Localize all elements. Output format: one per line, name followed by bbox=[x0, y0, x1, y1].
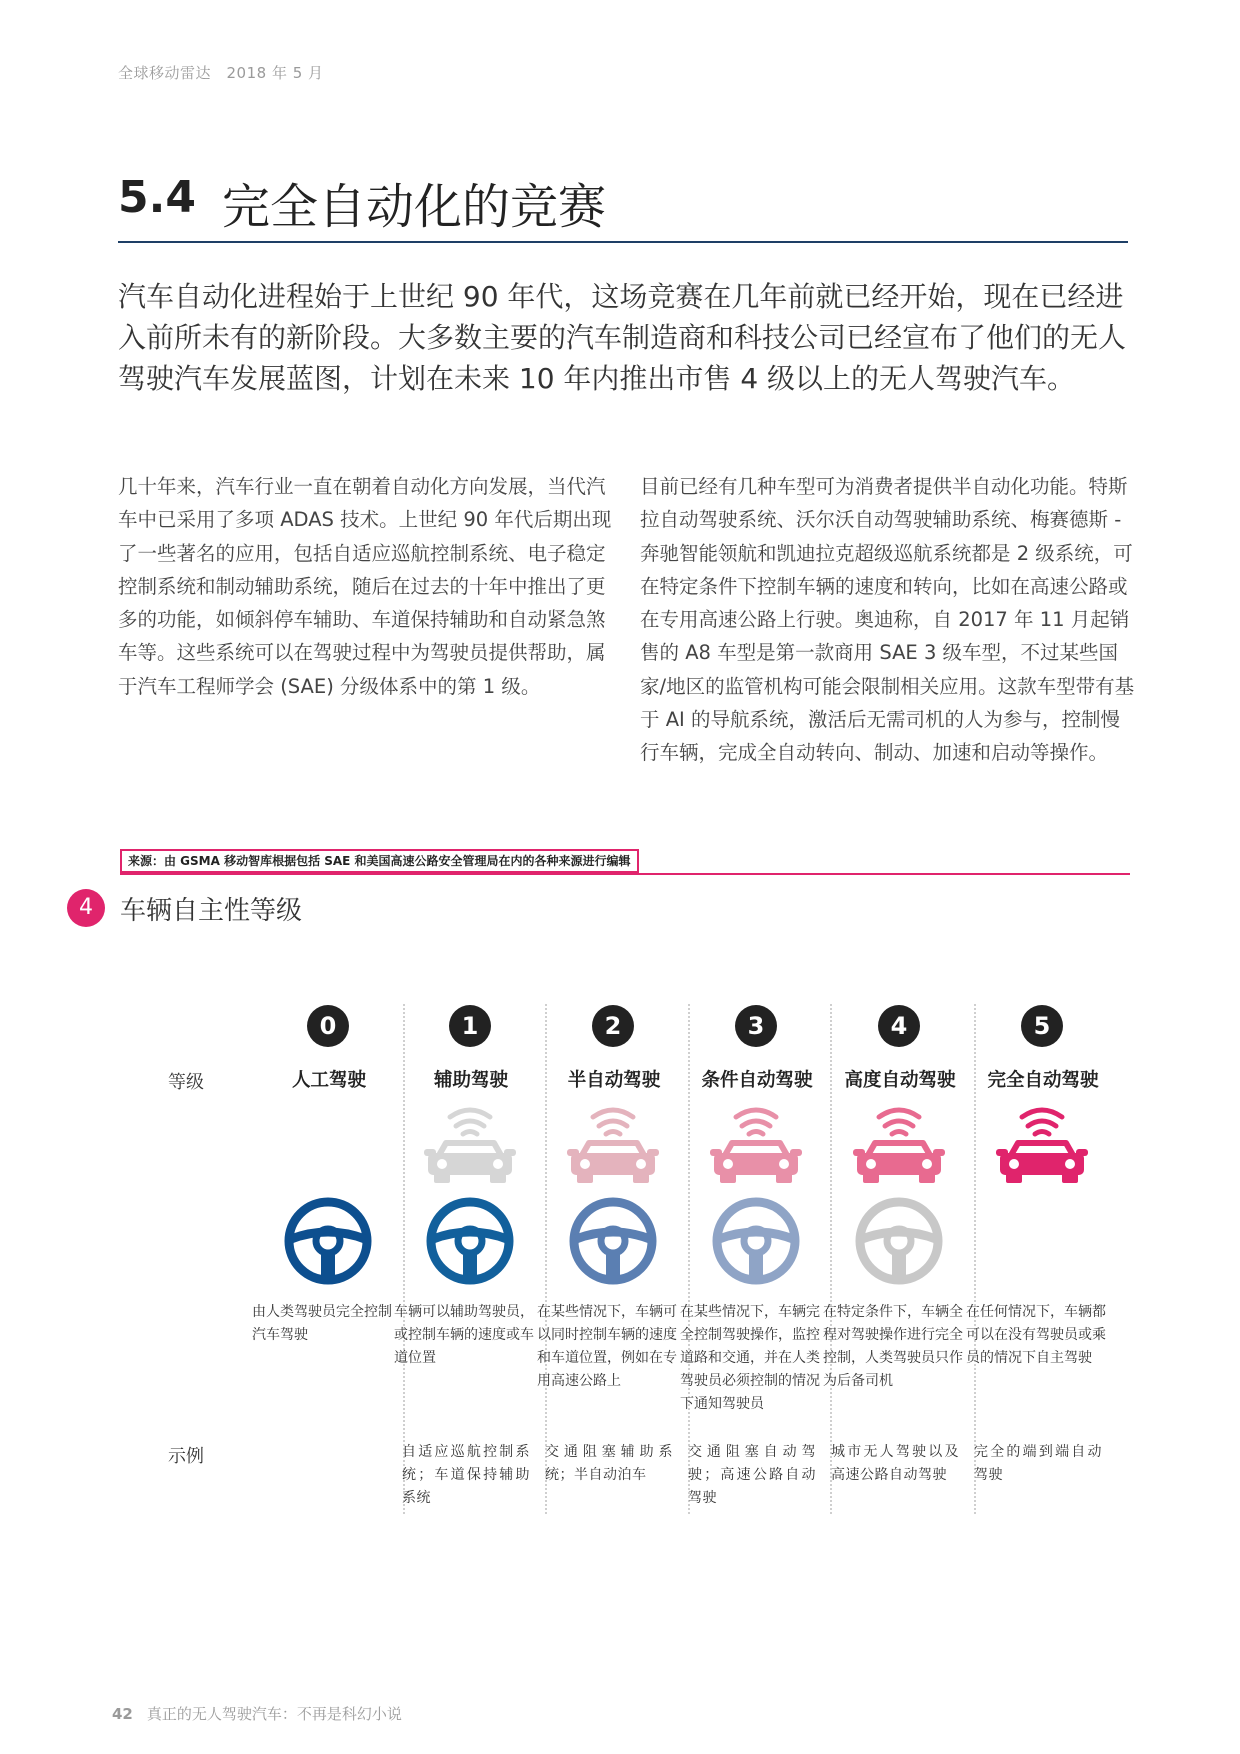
autonomy-level-5 bbox=[966, 1005, 1114, 1525]
steering-wheel-icon bbox=[282, 1195, 374, 1287]
level-description: 在特定条件下，车辆全程对驾驶操作进行完全控制，人类驾驶员只作为后备司机 bbox=[823, 1304, 963, 1389]
body-column-left: 几十年来，汽车行业一直在朝着自动化方向发展，当代汽车中已采用了多项 ADAS 技术。上世纪 90 年代后期出现了一些著名的应用，包括自适应巡航控制系统、电子稳定控制系统和制动辅助系统，随后在过去的十年中推出了更多的功能，如倾斜停车辅助、车道保持辅助和自动紧急煞车等。这些系统可以在驾驶过程中为驾驶员提供帮助，属于汽车工程师学会 (SAE) 分级体系中的第 1 级。 bbox=[118, 475, 612, 698]
row-label-level: 等级 bbox=[168, 1072, 204, 1093]
footer-title: 真正的无人驾驶汽车：不再是科幻小说 bbox=[146, 1705, 402, 1723]
heading-rule bbox=[118, 241, 1128, 243]
level-example: 自适应巡航控制系统；车道保持辅助系统 bbox=[402, 1444, 530, 1506]
level-number-badge: 5 bbox=[1021, 1005, 1063, 1047]
steering-wheel-icon bbox=[710, 1195, 802, 1287]
level-number-badge: 1 bbox=[449, 1005, 491, 1047]
level-description: 在某些情况下，车辆可以同时控制车辆的速度和车道位置，例如在专用高速公路上 bbox=[537, 1304, 677, 1389]
level-name: 辅助驾驶 bbox=[433, 1070, 508, 1091]
autonomy-level-3 bbox=[680, 1005, 828, 1525]
level-example: 交通阻塞辅助系统；半自动泊车 bbox=[545, 1444, 673, 1483]
level-name: 完全自动驾驶 bbox=[987, 1070, 1099, 1091]
level-description: 车辆可以辅助驾驶员，或控制车辆的速度或车道位置 bbox=[394, 1304, 534, 1366]
level-example: 完全的端到端自动驾驶 bbox=[974, 1444, 1102, 1483]
level-name: 高度自动驾驶 bbox=[844, 1070, 956, 1091]
level-number-badge: 2 bbox=[592, 1005, 634, 1047]
autonomy-level-1 bbox=[394, 1005, 542, 1525]
level-example: 城市无人驾驶以及高速公路自动驾驶 bbox=[831, 1444, 959, 1483]
steering-wheel-icon bbox=[853, 1195, 945, 1287]
autonomy-level-0 bbox=[252, 1005, 400, 1525]
level-number-badge: 0 bbox=[307, 1005, 349, 1047]
section-heading bbox=[118, 168, 1128, 244]
connected-car-icon bbox=[422, 1101, 518, 1185]
steering-wheel-icon bbox=[424, 1195, 516, 1287]
autonomy-level-4 bbox=[823, 1005, 971, 1525]
level-description: 由人类驾驶员完全控制汽车驾驶 bbox=[252, 1304, 392, 1343]
level-name: 人工驾驶 bbox=[291, 1070, 366, 1091]
lead-paragraph: 汽车自动化进程始于上世纪 90 年代，这场竞赛在几年前就已经开始，现在已经进入前所未有的新阶段。大多数主要的汽车制造商和科技公司已经宣布了他们的无人驾驶汽车发展蓝图，计划在未来 10 年内推出市售 4 级以上的无人驾驶汽车。 bbox=[118, 280, 1127, 395]
body-column-right: 目前已经有几种车型可为消费者提供半自动化功能。特斯拉自动驾驶系统、沃尔沃自动驾驶辅助系统、梅赛德斯 - 奔驰智能领航和凯迪拉克超级巡航系统都是 2 级系统，可在特定条件下控制车辆的速度和转向，比如在高速公路或在专用高速公路上行驶。奥迪称，自 2017 年 11 月起销售的 A8 车型是第一款商用 SAE 3 级车型，不过某些国家/地区的监管机构可能会限制相关应用。这款车型带有基于 AI 的导航系统，激活后无需司机的人为参与，控制慢行车辆，完成全自动转向、制动、加速和启动等操作。 bbox=[640, 475, 1135, 765]
connected-car-icon bbox=[851, 1101, 947, 1185]
page-number: 42 bbox=[112, 1705, 133, 1723]
page-footer bbox=[112, 1703, 402, 1724]
level-description: 在某些情况下，车辆完全控制驾驶操作，监控道路和交通，并在人类驾驶员必须控制的情况下通知驾驶员 bbox=[680, 1304, 820, 1412]
figure-source-rule bbox=[120, 849, 1130, 875]
connected-car-icon bbox=[708, 1101, 804, 1185]
figure-title: 车辆自主性等级 bbox=[120, 896, 303, 926]
autonomy-level-2 bbox=[537, 1005, 685, 1525]
steering-wheel-icon bbox=[567, 1195, 659, 1287]
level-number-badge: 3 bbox=[735, 1005, 777, 1047]
section-title: 完全自动化的竞赛 bbox=[222, 179, 607, 235]
row-label-example: 示例 bbox=[168, 1446, 204, 1467]
running-header: 全球移动雷达 2018 年 5 月 bbox=[118, 64, 324, 82]
level-description: 在任何情况下，车辆都可以在没有驾驶员或乘员的情况下自主驾驶 bbox=[966, 1304, 1106, 1366]
connected-car-icon bbox=[994, 1101, 1090, 1185]
figure-number-badge: 4 bbox=[67, 889, 105, 927]
connected-car-icon bbox=[565, 1101, 661, 1185]
level-example: 交通阻塞自动驾驶；高速公路自动驾驶 bbox=[688, 1444, 816, 1506]
section-number: 5.4 bbox=[118, 172, 196, 223]
level-name: 半自动驾驶 bbox=[567, 1070, 661, 1091]
level-number-badge: 4 bbox=[878, 1005, 920, 1047]
figure-source-note: 来源：由 GSMA 移动智库根据包括 SAE 和美国高速公路安全管理局在内的各种来源进行编辑 bbox=[120, 849, 639, 873]
level-name: 条件自动驾驶 bbox=[701, 1070, 813, 1091]
